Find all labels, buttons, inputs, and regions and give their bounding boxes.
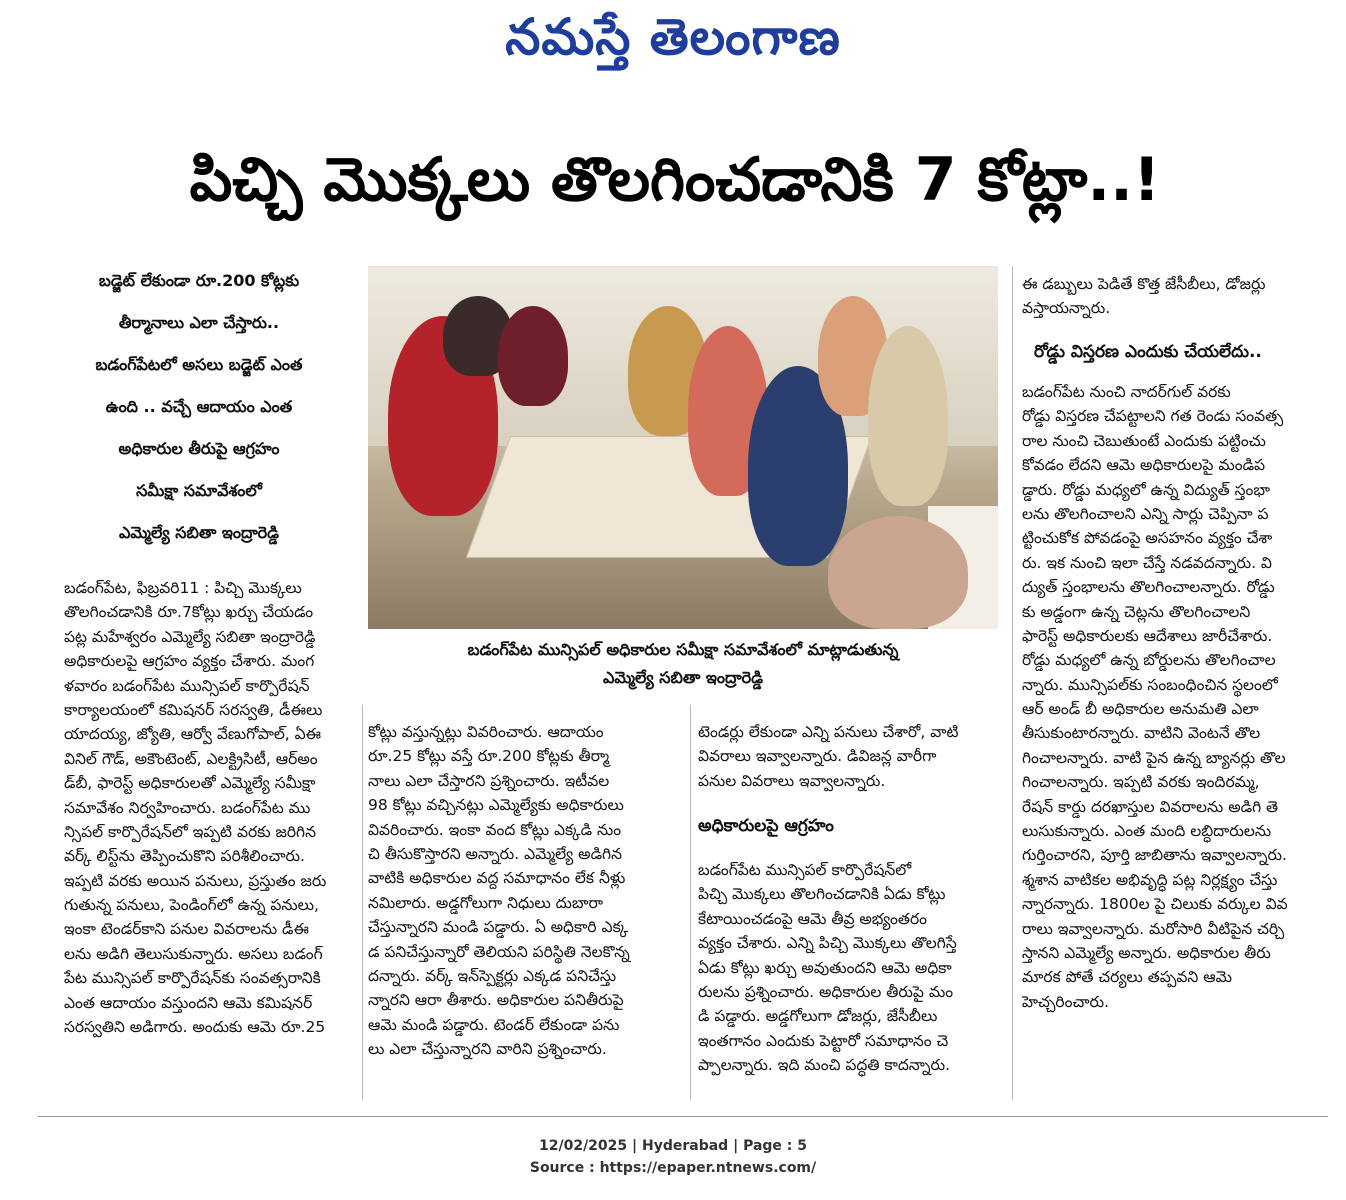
text-line: సమావేశం నిర్వహించారు. బడంగ్‌పేట ము <box>64 798 311 817</box>
text-line: ఎంత ఆదాయం వస్తుందని ఆమె కమిషనర్ <box>64 993 313 1012</box>
subhead-line: బడ్జెట్ లేకుండా రూ.200 కోట్లకు <box>98 271 300 290</box>
subhead-line: సమీక్షా సమావేశంలో <box>136 481 262 500</box>
section-heading-road: రోడ్డు విస్తరణ ఎందుకు చేయలేదు.. <box>1034 342 1262 362</box>
column-divider <box>362 705 363 1100</box>
text-line: చి తీసుకొస్తారని అన్నారు. ఎమ్మెల్యే అడిగిన <box>368 844 622 863</box>
article-column-4-top <box>1022 272 1332 321</box>
text-line: కేటాయించడంపై ఆమె తీవ్ర అభ్యంతరం <box>698 909 927 928</box>
text-line: వ్యక్తం చేశారు. ఎన్ని పిచ్చి మొక్కలు తొలగిస్తే <box>698 934 957 953</box>
text-line: స్తానని ఎమ్మెల్యే అన్నారు. అధికారుల తీరు <box>1022 943 1271 962</box>
text-line: నాలు ఎలా చేస్తారని ప్రశ్నించారు. ఇటీవల <box>368 771 610 790</box>
article-column-2 <box>368 720 683 1061</box>
text-line: రాల నుంచి చెబుతుంటే ఎందుకు పట్టించు <box>1022 431 1266 450</box>
text-line: రు. ఇక నుంచి ఇలా చేస్తే నడవదన్నారు. వి <box>1022 553 1272 572</box>
text-line: గించాలన్నారు. వాటి పైన ఉన్న బ్యానర్లు తొల <box>1022 748 1286 767</box>
subhead-line: తీర్మానాలు ఎలా చేస్తారు.. <box>118 313 280 332</box>
text-line: లుసుకున్నారు. ఎంత మంది లబ్ధిదారులను <box>1022 822 1272 841</box>
text-line: పట్ల మహేశ్వరం ఎమ్మెల్యే సబితా ఇంద్రారెడ్డి <box>64 627 316 646</box>
text-line: డ పనిచేస్తున్నారో తెలియని పరిస్థితి నెలకొన్న <box>368 942 630 961</box>
text-line: కార్యాలయంలో కమిషనర్ సరస్వతి, డీఈలు <box>64 700 323 719</box>
subhead-line: అధికారుల తీరుపై ఆగ్రహం <box>118 439 280 458</box>
text-line: తొలగించడానికి రూ.7కోట్లు ఖర్చు చేయడం <box>64 603 314 622</box>
text-line: డ్డారు. రోడ్డు మధ్యలో ఉన్న విద్యుత్ స్తంభా <box>1022 480 1271 499</box>
text-line: న్నారన్నారు. 1800ల పై చిలుకు వర్కుల వివ <box>1022 895 1288 914</box>
text-line: ట్టించుకోక పోవడంపై అసహనం వ్యక్తం చేశా <box>1022 529 1273 548</box>
text-line: ఫారెస్ట్ అధికారులకు ఆదేశాలు జారీచేశారు. <box>1022 626 1273 645</box>
subhead-line: ఎమ్మెల్యే సబితా ఇంద్రారెడ్డి <box>118 523 280 542</box>
text-line: వివరాలు ఇవ్వాలన్నారు. డివిజన్ల వారీగా <box>698 747 937 766</box>
text-line: లను అడిగి తెలుసుకున్నారు. అసలు బడంగ్ <box>64 944 323 963</box>
text-line: టెండర్లు లేకుండా ఎన్ని పనులు చేశారో, వాటి <box>698 723 959 741</box>
text-line: పనుల వివరాలు ఇవ్వాలన్నారు. <box>698 771 886 790</box>
text-line: ఏడు కోట్లు ఖర్చు అవుతుందని ఆమె అధికా <box>698 958 952 977</box>
text-line: కోవడం లేదని ఆమె అధికారులపై మండిప <box>1022 456 1266 475</box>
subhead-line: ఉంది .. వచ్చే ఆదాయం ఎంత <box>105 397 293 416</box>
text-line: వాటికి అధికారుల వద్ద సమాధానం లేక నీళ్లు <box>368 869 626 888</box>
text-line: ళవారం బడంగ్‌పేట మున్సిపల్ కార్పొరేషన్ <box>64 676 310 695</box>
article-column-3 <box>698 858 1003 1078</box>
text-line: ఈ డబ్బులు పెడితే కొత్త జేసీబీలు, డోజర్లు <box>1022 275 1266 293</box>
text-line: రులను ప్రశ్నించారు. అధికారుల తీరుపై మం <box>698 982 954 1001</box>
text-line: డ్‌బీ, ఫారెస్ట్ అధికారులతో ఎమ్మెల్యే సమీక్షా <box>64 774 316 793</box>
text-line: వస్తాయన్నారు. <box>1022 299 1111 318</box>
text-line: లు ఎలా చేస్తున్నారని వారిని ప్రశ్నించారు. <box>368 1040 607 1059</box>
section-heading-officials: అధికారులపై ఆగ్రహం <box>698 816 834 836</box>
text-line: గించాలన్నారు. ఇప్పటి వరకు ఇందిరమ్మ, <box>1022 773 1260 792</box>
text-line: 98 కోట్లు వచ్చినట్లు ఎమ్మెల్యేకు అధికారులు <box>368 796 624 815</box>
text-line: ఇప్పటి వరకు అయిన పనులు, ప్రస్తుతం జరు <box>64 871 327 890</box>
article-column-3-top <box>698 720 1003 793</box>
text-line: దన్నారు. వర్క్ ఇన్‌స్పెక్టర్లు ఎక్కడ పనిచేస్తు <box>368 966 617 985</box>
text-line: సరస్వతిని అడిగారు. అందుకు ఆమె రూ.25 <box>64 1018 326 1037</box>
text-line: హెచ్చరించారు. <box>1022 992 1110 1011</box>
text-line: ప్పాలన్నారు. ఇది మంచి పద్ధతి కాదన్నారు. <box>698 1056 951 1075</box>
text-line: బడంగ్‌పేట మున్సిపల్ కార్పొరేషన్‌లో <box>698 861 912 879</box>
text-line: రూ.25 కోట్లు వస్తే రూ.200 కోట్లకు తీర్మా <box>368 747 610 766</box>
text-line: వినిల్ గౌడ్, అకౌంటెంట్, ఎలక్ట్రిసిటీ, ఆర్అం <box>64 749 318 768</box>
text-line: ద్యుత్ స్తంభాలను తొలగించాలన్నారు. రోడ్డు <box>1022 578 1275 597</box>
subhead-line: బడంగ్‌పేటలో అసలు బడ్జెట్ ఎంత <box>95 355 303 374</box>
footer-dateline: 12/02/2025 | Hyderabad | Page : 5 <box>538 1138 808 1154</box>
text-line: వర్క్ లిస్ట్‌ను తెప్పించుకొని పరిశీలించారు. <box>64 847 305 866</box>
text-line: డి పడ్డారు. అడ్డగోలుగా డోజర్లు, జేసీబీలు <box>698 1007 938 1026</box>
text-line: తీసుకుంటారన్నారు. వాటిని వెంటనే తొల <box>1022 724 1261 743</box>
page-bottom-rule <box>38 1116 1328 1117</box>
text-line: రాలు ఇవ్వాలన్నారు. మరోసారి వీటిపైన చర్చి <box>1022 919 1285 938</box>
text-line: బడంగ్‌పేట, ఫిబ్రవరి11 : పిచ్చి మొక్కలు <box>64 579 302 597</box>
text-line: గుతున్న పనులు, పెండింగ్‌లో ఉన్న పనులు, <box>64 896 319 915</box>
text-line: శ్మశాన వాటికల అభివృద్ధి పట్ల నిర్లక్ష్యం చేస్తు <box>1022 870 1278 889</box>
text-line: పిచ్చి మొక్కలు తొలగించడానికి ఏడు కోట్లు <box>698 885 946 904</box>
text-line: కు అడ్డంగా ఉన్న చెట్లను తొలగించాలని <box>1022 602 1251 621</box>
text-line: ఇంకా టెండర్‌కాని పనుల వివరాలను డీఈ <box>64 920 309 939</box>
text-line: చేస్తున్నారని మండి పడ్డారు. ఏ అధికారి ఎక్క <box>368 918 629 937</box>
caption-line: బడంగ్‌పేట మున్సిపల్ అధికారుల సమీక్షా సమావేశంలో మాట్లాడుతున్న <box>467 640 899 659</box>
text-line: రోడ్డు విస్తరణ చేపట్టాలని గత రెండు సంవత్స <box>1022 407 1284 426</box>
headline: పిచ్చి మొక్కలు తొలగించడానికి 7 కోట్లా..! <box>189 145 1161 215</box>
text-line: ఇంతగానం ఎందుకు పెట్టారో సమాధానం చె <box>698 1031 949 1050</box>
caption-line: ఎమ్మెల్యే సబితా ఇంద్రారెడ్డి <box>602 668 764 687</box>
meeting-photo <box>368 266 998 629</box>
text-line: గుర్తించారని, పూర్తి జాబితాను ఇవ్వాలన్నారు. <box>1022 846 1287 865</box>
text-line: అధికారులపై ఆగ్రహం వ్యక్తం చేశారు. మంగ <box>64 652 315 671</box>
text-line: న్నారు. మున్సిపల్‌కు సంబంధించిన స్థలంలో <box>1022 675 1278 694</box>
photo-caption <box>368 636 998 692</box>
text-line: పేట మున్సిపల్ కార్పొరేషన్‌కు సంవత్సరానికి <box>64 969 321 988</box>
text-line: లను తొలగించాలని ఎన్ని సార్లు చెప్పినా ప <box>1022 504 1269 523</box>
text-line: న్సిపల్ కార్పొరేషన్‌లో ఇప్పటి వరకు జరిగిన <box>64 822 316 841</box>
text-line: ఆర్ అండ్ బీ అధికారుల అనుమతి ఎలా <box>1022 700 1259 719</box>
text-line: వివరించారు. ఇంకా వంద కోట్లు ఎక్కడి నుం <box>368 820 622 839</box>
column-divider <box>690 705 691 1100</box>
text-line: న్నారని ఆరా తీశారు. అధికారుల పనితీరుపై <box>368 991 624 1010</box>
text-line: యాదయ్య, జ్యోతి, ఆర్వో వేణుగోపాల్, ఏఈ <box>64 725 322 744</box>
text-line: నమిలారు. అడ్డగోలుగా నిధులు దుబారా <box>368 893 604 912</box>
text-line: కోట్లు వస్తున్నట్లు వివరించారు. ఆదాయం <box>368 723 604 741</box>
text-line: మారక పోతే చర్యలు తప్పవని ఆమె <box>1022 968 1232 987</box>
masthead-logo: నమస్తే తెలంగాణ <box>505 7 841 66</box>
subheads-box <box>44 268 354 562</box>
article-column-4 <box>1022 380 1332 1014</box>
article-column-1 <box>64 576 364 1039</box>
text-line: రోడ్డు మధ్యలో ఉన్న బోర్డులను తొలగించాల <box>1022 651 1276 670</box>
footer-source-link[interactable]: Source : https://epaper.ntnews.com/ <box>529 1160 817 1176</box>
text-line: రేషన్ కార్డు దరఖాస్తుల వివరాలను అడిగి తె <box>1022 797 1279 816</box>
text-line: ఆమె మండి పడ్డారు. టెండర్ లేకుండా పను <box>368 1015 620 1034</box>
text-line: బడంగ్‌పేట నుంచి నాదర్‌గుల్ వరకు <box>1022 383 1231 401</box>
column-divider <box>1012 266 1013 1100</box>
